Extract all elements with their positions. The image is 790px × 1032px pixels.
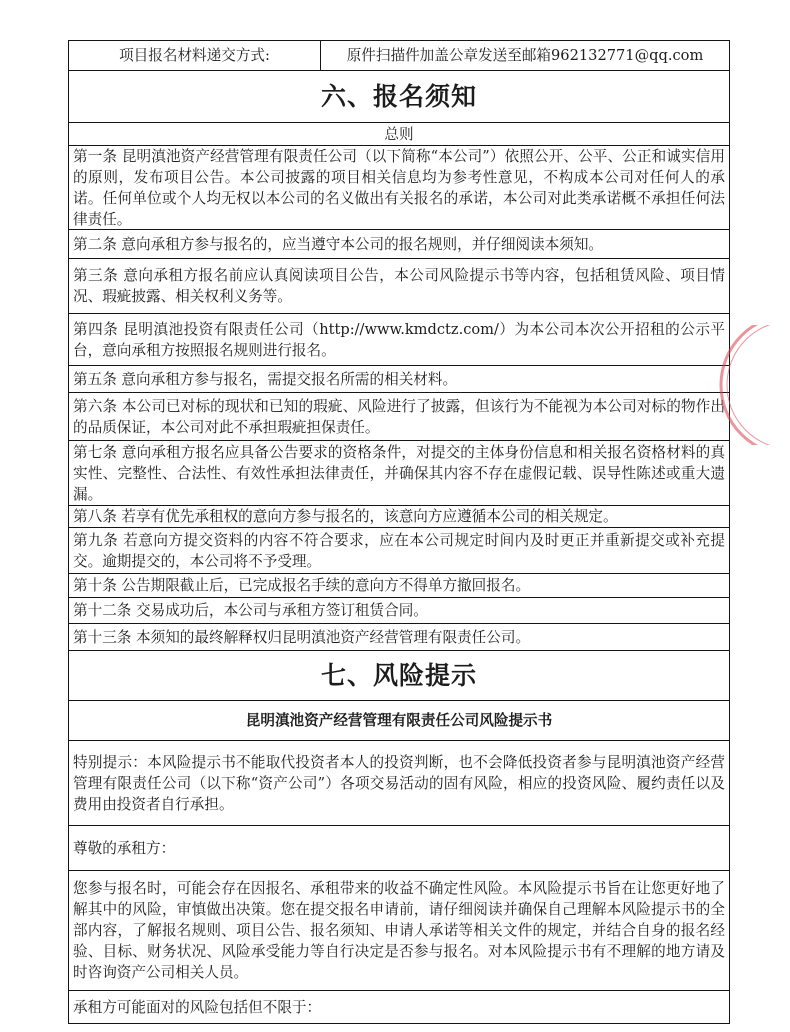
article-1-row [69,146,729,230]
section-7-title: 七、风险提示 [320,660,477,690]
general-rules-heading: 总则 [384,125,414,143]
article-1-text: 第一条 昆明滇池资产经营管理有限责任公司（以下简称“本公司”）依照公开、公平、公正和诚实信用的原则，发布项目公告。本公司披露的项目相关信息均为参考性意见，不构成本公司对任何人的承诺。任何单位或个人均无权以本公司的名义做出有关报名的承诺，本公司对此类承诺概不承担任何法律责任。 [73,147,725,228]
article-6-row [69,393,729,441]
submission-method-label: 项目报名材料递交方式: [69,41,321,70]
article-13-row [69,624,729,651]
general-rules-row [69,123,729,146]
article-3-text: 第三条 意向承租方报名前应认真阅读项目公告，本公司风险提示书等内容，包括租赁风险、项目情况、瑕疵披露、相关权利义务等。 [73,267,725,305]
article-13-text: 第十三条 本须知的最终解释权归昆明滇池资产经营管理有限责任公司。 [73,628,531,646]
risks-intro-row [69,991,729,1023]
risk-body-text: 您参与报名时，可能会存在因报名、承租带来的收益不确定性风险。本风险提示书旨在让您更好地了解其中的风险，审慎做出决策。您在提交报名申请前，请仔细阅读并确保自己理解本风险提示书的全部内容，了解报名规则、项目公告、报名须知、申请人承诺等相关文件的规定，并结合自身的报名经验、目标、财务状况、风险承受能力等自行决定是否参与报名。对本风险提示书有不理解的地方请及时咨询资产公司相关人员。 [73,880,725,981]
article-6-text: 第六条 本公司已对标的现状和已知的瑕疵、风险进行了披露，但该行为不能视为本公司对标的物作出的品质保证，本公司对此不承担瑕疵担保责任。 [73,397,725,436]
article-9-text: 第九条 若意向方提交资料的内容不符合要求，应在本公司规定时间内及时更正并重新提交或补充提交。逾期提交的，本公司将不予受理。 [73,531,725,570]
article-4-text: 第四条 昆明滇池投资有限责任公司（http://www.kmdctz.com/）为本公司本次公开招租的公示平台，意向承租方按照报名规则进行报名。 [73,320,725,359]
article-12-row [69,598,729,624]
article-10-text: 第十条 公告期限截止后，已完成报名手续的意向方不得单方撤回报名。 [73,577,531,594]
article-5-row [69,366,729,393]
article-5-text: 第五条 意向承租方参与报名，需提交报名所需的相关材料。 [73,370,458,388]
article-8-row [69,506,729,528]
risk-notice-title: 昆明滇池资产经营管理有限责任公司风险提示书 [245,712,553,729]
notice-table [68,40,730,1024]
special-notice-text: 特别提示：本风险提示书不能取代投资者本人的投资判断，也不会降低投资者参与昆明滇池资产经营管理有限责任公司（以下称“资产公司”）各项交易活动的固有风险，相应的投资风险、履约责任以及费用由投资者自行承担。 [73,753,725,813]
risk-notice-title-row [69,701,729,741]
salutation-text: 尊敬的承租方： [73,839,176,857]
salutation-row [69,826,729,871]
article-7-row [69,441,729,506]
article-10-row [69,574,729,598]
special-notice-row [69,741,729,826]
article-2-row [69,230,729,259]
submission-method-row [69,41,729,71]
risks-intro-text: 承租方可能面对的风险包括但不限于： [73,998,322,1016]
article-7-text: 第七条 意向承租方报名应具备公告要求的资格条件，对提交的主体身份信息和相关报名资格材料的真实性、完整性、合法性、有效性承担法律责任，并确保其内容不存在虚假记载、误导性陈述或重大遗漏。 [73,443,725,503]
article-9-row [69,528,729,574]
section-6-title-row [69,71,729,123]
article-4-row [69,314,729,366]
section-7-title-row [69,651,729,701]
article-12-text: 第十二条 交易成功后，本公司与承租方签订租赁合同。 [73,602,428,619]
submission-method-value: 原件扫描件加盖公章发送至邮箱962132771@qq.com [346,47,704,64]
article-2-text: 第二条 意向承租方参与报名的，应当遵守本公司的报名规则，并仔细阅读本须知。 [73,235,604,253]
article-8-text: 第八条 若享有优先承租权的意向方参与报名的，该意向方应遵循本公司的相关规定。 [73,508,618,525]
article-3-row [69,259,729,314]
section-6-title: 六、报名须知 [320,81,477,111]
risk-body-row [69,871,729,991]
